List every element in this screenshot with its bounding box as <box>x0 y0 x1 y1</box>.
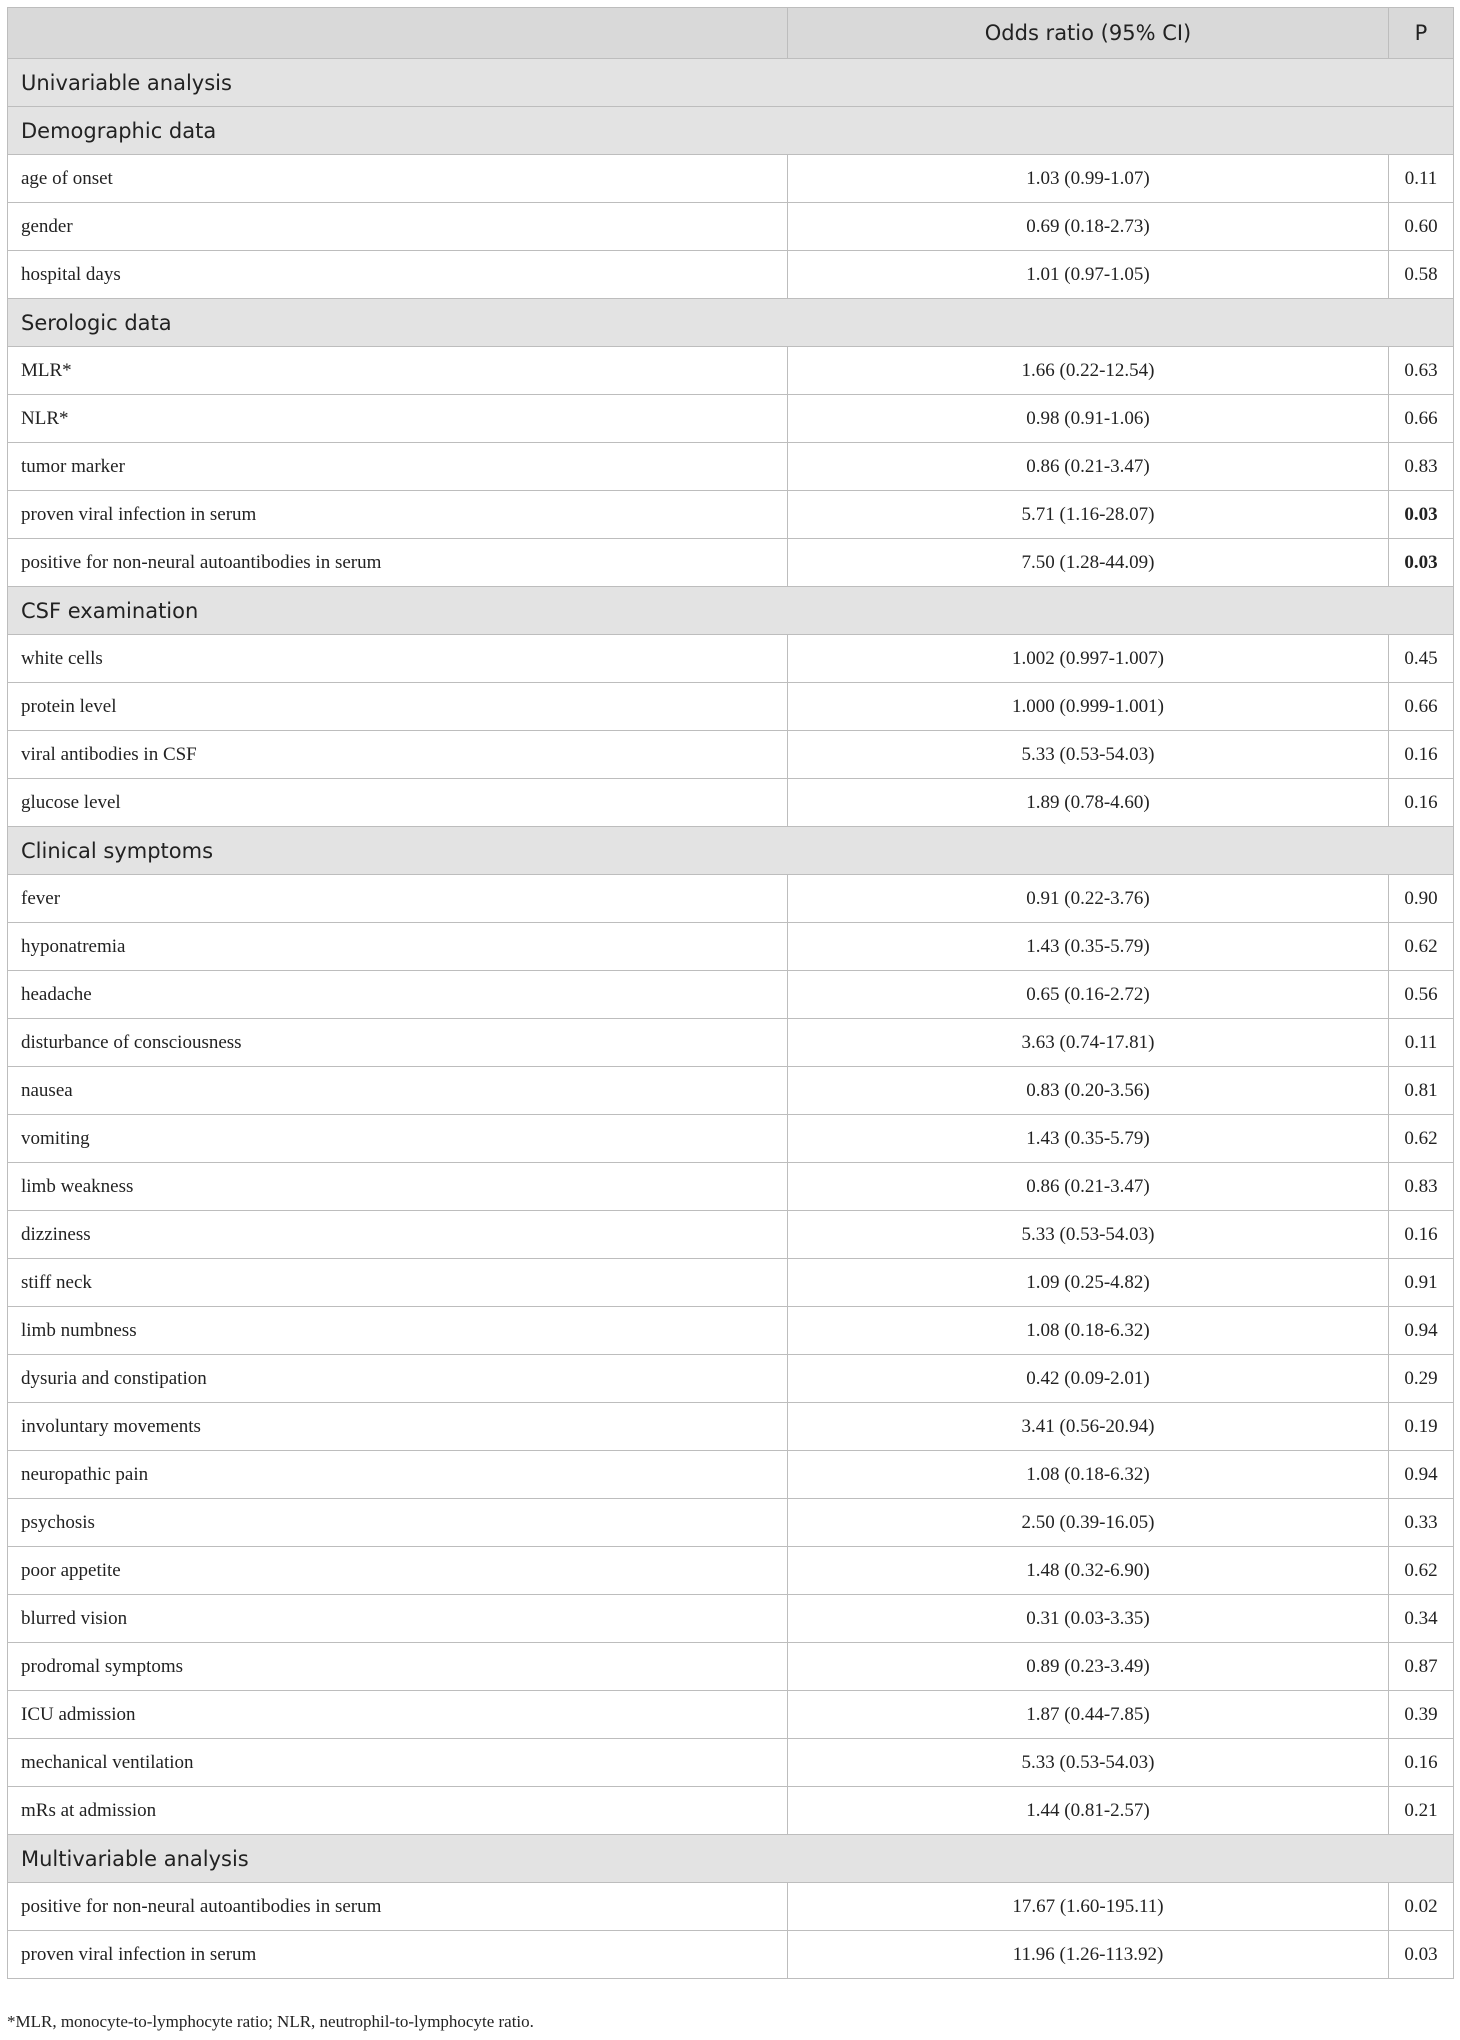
table-row <box>8 779 1454 827</box>
table-row <box>8 1163 1454 1211</box>
p-value-cell: 0.63 <box>1389 347 1454 395</box>
variable-cell: nausea <box>8 1067 788 1115</box>
variable-cell: limb weakness <box>8 1163 788 1211</box>
variable-cell: white cells <box>8 635 788 683</box>
table-row <box>8 1211 1454 1259</box>
p-value-cell: 0.11 <box>1389 1019 1454 1067</box>
table-row <box>8 1019 1454 1067</box>
table-row <box>8 875 1454 923</box>
odds-ratio-table-container <box>7 7 1453 1979</box>
table-row <box>8 539 1454 587</box>
variable-cell: headache <box>8 971 788 1019</box>
variable-cell: protein level <box>8 683 788 731</box>
header-odds-ratio: Odds ratio (95% CI) <box>788 8 1389 59</box>
variable-cell: vomiting <box>8 1115 788 1163</box>
odds-ratio-cell: 1.08 (0.18-6.32) <box>788 1451 1389 1499</box>
variable-cell: disturbance of consciousness <box>8 1019 788 1067</box>
p-value-cell: 0.16 <box>1389 1211 1454 1259</box>
table-row <box>8 1547 1454 1595</box>
p-value-cell: 0.90 <box>1389 875 1454 923</box>
variable-cell: age of onset <box>8 155 788 203</box>
odds-ratio-cell: 3.63 (0.74-17.81) <box>788 1019 1389 1067</box>
table-row <box>8 1499 1454 1547</box>
table-row <box>8 1355 1454 1403</box>
variable-cell: fever <box>8 875 788 923</box>
variable-cell: stiff neck <box>8 1259 788 1307</box>
variable-cell: neuropathic pain <box>8 1451 788 1499</box>
table-row <box>8 347 1454 395</box>
table-footnote: *MLR, monocyte-to-lymphocyte ratio; NLR, neutrophil-to-lymphocyte ratio. <box>7 2012 534 2031</box>
odds-ratio-cell: 3.41 (0.56-20.94) <box>788 1403 1389 1451</box>
odds-ratio-table <box>7 7 1454 1979</box>
section-header-row <box>8 587 1454 635</box>
table-row <box>8 1259 1454 1307</box>
table-row <box>8 1691 1454 1739</box>
section-header-row <box>8 1835 1454 1883</box>
odds-ratio-cell: 11.96 (1.26-113.92) <box>788 1931 1389 1979</box>
p-value-cell: 0.62 <box>1389 923 1454 971</box>
p-value-cell: 0.45 <box>1389 635 1454 683</box>
p-value-cell: 0.29 <box>1389 1355 1454 1403</box>
odds-ratio-cell: 0.83 (0.20-3.56) <box>788 1067 1389 1115</box>
table-row <box>8 731 1454 779</box>
odds-ratio-cell: 1.01 (0.97-1.05) <box>788 251 1389 299</box>
table-row <box>8 971 1454 1019</box>
table-row <box>8 203 1454 251</box>
odds-ratio-cell: 1.08 (0.18-6.32) <box>788 1307 1389 1355</box>
table-row <box>8 1307 1454 1355</box>
p-value-cell: 0.62 <box>1389 1547 1454 1595</box>
odds-ratio-cell: 7.50 (1.28-44.09) <box>788 539 1389 587</box>
section-label: Serologic data <box>8 299 1454 347</box>
table-header-row <box>8 8 1454 59</box>
odds-ratio-cell: 1.87 (0.44-7.85) <box>788 1691 1389 1739</box>
variable-cell: proven viral infection in serum <box>8 1931 788 1979</box>
p-value-cell: 0.11 <box>1389 155 1454 203</box>
odds-ratio-cell: 1.09 (0.25-4.82) <box>788 1259 1389 1307</box>
odds-ratio-cell: 5.33 (0.53-54.03) <box>788 1211 1389 1259</box>
variable-cell: viral antibodies in CSF <box>8 731 788 779</box>
variable-cell: psychosis <box>8 1499 788 1547</box>
odds-ratio-cell: 1.03 (0.99-1.07) <box>788 155 1389 203</box>
p-value-cell: 0.16 <box>1389 1739 1454 1787</box>
table-row <box>8 1883 1454 1931</box>
table-row <box>8 251 1454 299</box>
variable-cell: MLR* <box>8 347 788 395</box>
variable-cell: tumor marker <box>8 443 788 491</box>
table-row <box>8 1739 1454 1787</box>
table-row <box>8 1787 1454 1835</box>
odds-ratio-cell: 1.89 (0.78-4.60) <box>788 779 1389 827</box>
odds-ratio-cell: 0.65 (0.16-2.72) <box>788 971 1389 1019</box>
p-value-cell: 0.03 <box>1389 491 1454 539</box>
p-value-cell: 0.03 <box>1389 1931 1454 1979</box>
variable-cell: hospital days <box>8 251 788 299</box>
table-row <box>8 1067 1454 1115</box>
p-value-cell: 0.33 <box>1389 1499 1454 1547</box>
variable-cell: limb numbness <box>8 1307 788 1355</box>
odds-ratio-cell: 1.002 (0.997-1.007) <box>788 635 1389 683</box>
p-value-cell: 0.87 <box>1389 1643 1454 1691</box>
variable-cell: blurred vision <box>8 1595 788 1643</box>
odds-ratio-cell: 0.42 (0.09-2.01) <box>788 1355 1389 1403</box>
variable-cell: glucose level <box>8 779 788 827</box>
variable-cell: positive for non-neural autoantibodies in serum <box>8 1883 788 1931</box>
p-value-cell: 0.34 <box>1389 1595 1454 1643</box>
p-value-cell: 0.94 <box>1389 1307 1454 1355</box>
header-variable <box>8 8 788 59</box>
p-value-cell: 0.19 <box>1389 1403 1454 1451</box>
p-value-cell: 0.58 <box>1389 251 1454 299</box>
odds-ratio-cell: 0.89 (0.23-3.49) <box>788 1643 1389 1691</box>
odds-ratio-cell: 1.48 (0.32-6.90) <box>788 1547 1389 1595</box>
p-value-cell: 0.66 <box>1389 395 1454 443</box>
p-value-cell: 0.94 <box>1389 1451 1454 1499</box>
p-value-cell: 0.66 <box>1389 683 1454 731</box>
section-label: Demographic data <box>8 107 1454 155</box>
p-value-cell: 0.83 <box>1389 1163 1454 1211</box>
odds-ratio-cell: 0.86 (0.21-3.47) <box>788 1163 1389 1211</box>
p-value-cell: 0.16 <box>1389 731 1454 779</box>
table-row <box>8 923 1454 971</box>
section-header-row <box>8 59 1454 107</box>
variable-cell: involuntary movements <box>8 1403 788 1451</box>
odds-ratio-cell: 0.91 (0.22-3.76) <box>788 875 1389 923</box>
odds-ratio-cell: 0.98 (0.91-1.06) <box>788 395 1389 443</box>
variable-cell: NLR* <box>8 395 788 443</box>
p-value-cell: 0.60 <box>1389 203 1454 251</box>
odds-ratio-cell: 5.33 (0.53-54.03) <box>788 1739 1389 1787</box>
table-row <box>8 1115 1454 1163</box>
variable-cell: poor appetite <box>8 1547 788 1595</box>
variable-cell: gender <box>8 203 788 251</box>
p-value-cell: 0.03 <box>1389 539 1454 587</box>
odds-ratio-cell: 1.44 (0.81-2.57) <box>788 1787 1389 1835</box>
table-body <box>8 59 1454 1979</box>
table-row <box>8 635 1454 683</box>
section-label: Clinical symptoms <box>8 827 1454 875</box>
p-value-cell: 0.56 <box>1389 971 1454 1019</box>
variable-cell: proven viral infection in serum <box>8 491 788 539</box>
table-row <box>8 443 1454 491</box>
section-label: CSF examination <box>8 587 1454 635</box>
odds-ratio-cell: 2.50 (0.39-16.05) <box>788 1499 1389 1547</box>
variable-cell: mechanical ventilation <box>8 1739 788 1787</box>
odds-ratio-cell: 0.86 (0.21-3.47) <box>788 443 1389 491</box>
table-row <box>8 491 1454 539</box>
table-row <box>8 1595 1454 1643</box>
table-row <box>8 683 1454 731</box>
variable-cell: dizziness <box>8 1211 788 1259</box>
variable-cell: hyponatremia <box>8 923 788 971</box>
odds-ratio-cell: 1.66 (0.22-12.54) <box>788 347 1389 395</box>
p-value-cell: 0.39 <box>1389 1691 1454 1739</box>
section-header-row <box>8 107 1454 155</box>
table-row <box>8 1403 1454 1451</box>
table-row <box>8 1451 1454 1499</box>
odds-ratio-cell: 5.71 (1.16-28.07) <box>788 491 1389 539</box>
variable-cell: dysuria and constipation <box>8 1355 788 1403</box>
p-value-cell: 0.16 <box>1389 779 1454 827</box>
section-label: Multivariable analysis <box>8 1835 1454 1883</box>
odds-ratio-cell: 5.33 (0.53-54.03) <box>788 731 1389 779</box>
section-header-row <box>8 299 1454 347</box>
odds-ratio-cell: 0.69 (0.18-2.73) <box>788 203 1389 251</box>
odds-ratio-cell: 17.67 (1.60-195.11) <box>788 1883 1389 1931</box>
table-row <box>8 1931 1454 1979</box>
odds-ratio-cell: 0.31 (0.03-3.35) <box>788 1595 1389 1643</box>
table-row <box>8 155 1454 203</box>
odds-ratio-cell: 1.43 (0.35-5.79) <box>788 1115 1389 1163</box>
section-header-row <box>8 827 1454 875</box>
header-p-value: P <box>1389 8 1454 59</box>
variable-cell: ICU admission <box>8 1691 788 1739</box>
odds-ratio-cell: 1.000 (0.999-1.001) <box>788 683 1389 731</box>
odds-ratio-cell: 1.43 (0.35-5.79) <box>788 923 1389 971</box>
variable-cell: prodromal symptoms <box>8 1643 788 1691</box>
p-value-cell: 0.83 <box>1389 443 1454 491</box>
variable-cell: positive for non-neural autoantibodies in serum <box>8 539 788 587</box>
p-value-cell: 0.21 <box>1389 1787 1454 1835</box>
p-value-cell: 0.91 <box>1389 1259 1454 1307</box>
section-label: Univariable analysis <box>8 59 1454 107</box>
p-value-cell: 0.81 <box>1389 1067 1454 1115</box>
table-row <box>8 1643 1454 1691</box>
p-value-cell: 0.62 <box>1389 1115 1454 1163</box>
variable-cell: mRs at admission <box>8 1787 788 1835</box>
table-row <box>8 395 1454 443</box>
p-value-cell: 0.02 <box>1389 1883 1454 1931</box>
